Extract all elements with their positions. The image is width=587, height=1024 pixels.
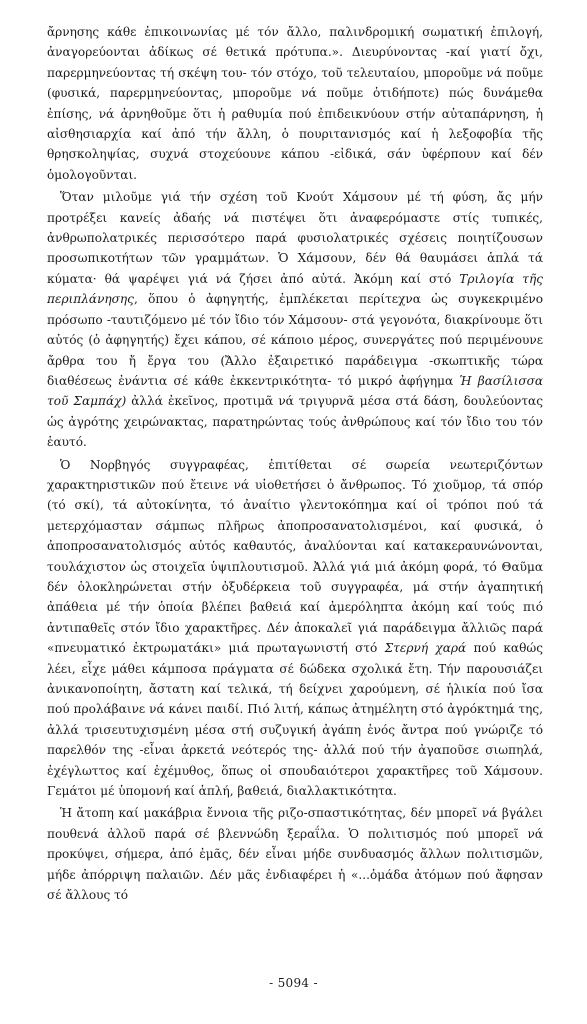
body-text: ἀλλά ἐκεῖνος, προτιμᾶ νά τριγυρνᾶ μέσα στά δάση, δουλεύοντας ὡς ἀγρότης χειρώνακτας, παρατηρώντας τούς ἀνθρώπους καί τόν ἴδιο του τόν ἑαυτό. bbox=[47, 394, 543, 450]
paragraph-3 bbox=[47, 455, 543, 802]
body-text: ἄρνησης κάθε ἐπικοινωνίας μέ τόν ἄλλο, παλινδρομική σωματική ἐπιλογή, ἀναγορεύονται ἀδίκως σέ θετικά πρότυπα.». Διευρύνοντας -καί γιατί ὄχι, παρερμηνεύοντας τή σκέψη του- τόν στόχο, τοῦ τελευταίου, μποροῦμε νά ποῦμε (φυσικά, παρερμηνεύοντας, μποροῦμε νά ποῦμε ὁτιδήποτε) πώς δυνάμεθα ἐπίσης, νά ἀρνηθοῦμε ὅτι ἡ ραθυμία πού ἐπιδεικνύουν στήν αὐταπάρνηση, ἡ αἰσθησιαρχία καί ἀπό τήν ἄλλη, ὁ πουριτανισμός καί ἡ λεξοφοβία τῆς θρησκοληψίας, συχνά στοχεύουνε κάπου -εἰδικά, σάν ὑφέρπουν καί δέν ὁμολογοῦνται. bbox=[47, 25, 543, 182]
italic-title-text: Τριλογία τῆς περιπλάνησης bbox=[47, 271, 543, 307]
body-text: Ἡ ἄτοπη καί μακάβρια ἔννοια τῆς ριζο-σπαστικότητας, δέν μπορεῖ νά βγάλει πουθενά ἀλλοῦ παρά σέ βλεννώδη ξεραΐλα. Ὁ πολιτισμός πού μπορεῖ νά προκύψει, σήμερα, ἀπό ἐμᾶς, δέν εἶναι μήδε συνδυασμός ἄλλων πολιτισμῶν, μήδε ἀπόρριψη παλαιῶν. Δέν μᾶς ἐνδιαφέρει ἡ «...ὁμάδα ἀτόμων πού ἄφησαν σέ ἄλλους τό bbox=[47, 806, 543, 903]
paragraph-2 bbox=[47, 187, 543, 452]
body-text: Ὁ Νορβηγός συγγραφέας, ἐπιτίθεται σέ σωρεία νεωτεριζόντων χαρακτηριστικῶν πού ἔτεινε νά υἱοθετήσει ὁ ἄνθρωπος. Τό χιοῦμορ, τά σπόρ (τό σκί), τά αὐτοκίνητα, τό ἀναίτιο γλεντοκόπημα καί οἱ τρόποι πού τά μετερχόμασταν σάμπως πλῆρως ἀποπροσανατολισμένοι, καί φυσικά, ὁ ἀποπροσανατολισμός αὐτός καθαυτός, ἀναλύονται καί κατακεραυνώνονται, τουλάχιστον ὡς στοιχεῖα ὑψιπλουτισμοῦ. Ἀλλά γιά μιά ἀκόμη φορά, τό Θαῦμα δέν ὁλοκληρώνεται στήν ὀξυδέρκεια τοῦ συγγραφέα, μά στήν ἀγαπητική ἀπάθεια μέ τήν ὁποία βλέπει βαθειά καί ἀμερόληπτα ἀκόμη καί τούς πιό ἀντιπαθεῖς στόν ἴδιο χαρακτῆρες. Δέν ἀποκαλεῖ γιά παράδειγμα ἄλλιῶς παρά «πνευματικό ἐκτρωματάκι» μιά πρωταγωνιστή στό bbox=[47, 457, 543, 656]
paragraph-4 bbox=[47, 803, 543, 905]
body-text: πού καθώς λέει, εἶχε μάθει κάμποσα πράγματα σέ δώδεκα σχολικά ἔτη. Τήν παρουσιάζει ἀνικανοποίητη, ἄστατη καί τελικά, τή δείχνει χαρούμενη, σέ ἡλικία πού ἴσα πού προλάβαινε νά κάνει παιδί. Πιό λιτή, κάπως ἀτημέλητη στό ἀγρόκτημά της, ἀλλά τρισευτυχισμένη μέσα στή συζυγική ἀγάπη ἑνός ἄντρα πού γνώριζε τό παρελθόν της -εἶναι ἀρκετά νεότερός της- ἀλλά πού τήν ἀγαποῦσε σιωπηλά, ἐχέγλωττος καί ἐχέμυθος, ὅπως οἱ σπουδαιότεροι χαρακτῆρες τοῦ Χάμσουν. Γεμάτοι μέ ὑπομονή καί ἁπλή, βαθειά, διαλλακτικότητα. bbox=[47, 641, 544, 799]
paragraph-1 bbox=[47, 22, 543, 185]
body-text: Ὅταν μιλοῦμε γιά τήν σχέση τοῦ Κνούτ Χάμσουν μέ τή φύση, ἄς μήν προτρέξει κανείς ἀδαής νά πιστέψει ὅτι ἀναφερόμαστε στίς τυπικές, ἀνθρωπολατρικές περισσότερο παρά φυσιολατρικές σχέσεις ποιητίζουσων προσωπικοτήτων τῶν γραμμάτων. Ὁ Χάμσουν, δέν θά θαυμάσει ἁπλά τά κύματα· θά ψαρέψει γιά νά ζήσει ἀπό αὐτά. Ἀκόμη καί στό bbox=[47, 190, 543, 286]
page-body bbox=[47, 22, 543, 905]
italic-title-text: Ἡ βασίλισσα τοῦ Σαμπάχ) bbox=[47, 373, 543, 409]
italic-title-text: Στερνή χαρά bbox=[384, 641, 467, 656]
page-number: - 5094 - bbox=[269, 976, 318, 990]
body-text: , ὅπου ὁ ἀφηγητής, ἐμπλέκεται περίτεχνα ὡς συγκεκριμένο πρόσωπο -ταυτιζόμενο μέ τόν ἴδιο τόν Χάμσουν- στά γεγονότα, διακρίνουμε ὅτι αὐτός (ὁ ἀφηγητής) ἔχει κάπου, σέ κάποιο μέρος, συνεργάτες πού περιμένουνε ἄρθρα του ἤ ἔργα του (Ἄλλο ἐξαιρετικό παράδειγμα -σκωπτικῆς τώρα διαθέσεως ἐνάντια σέ κάθε ἐκκεντρικότητα- τό μικρό ἀφήγημα bbox=[47, 292, 543, 388]
